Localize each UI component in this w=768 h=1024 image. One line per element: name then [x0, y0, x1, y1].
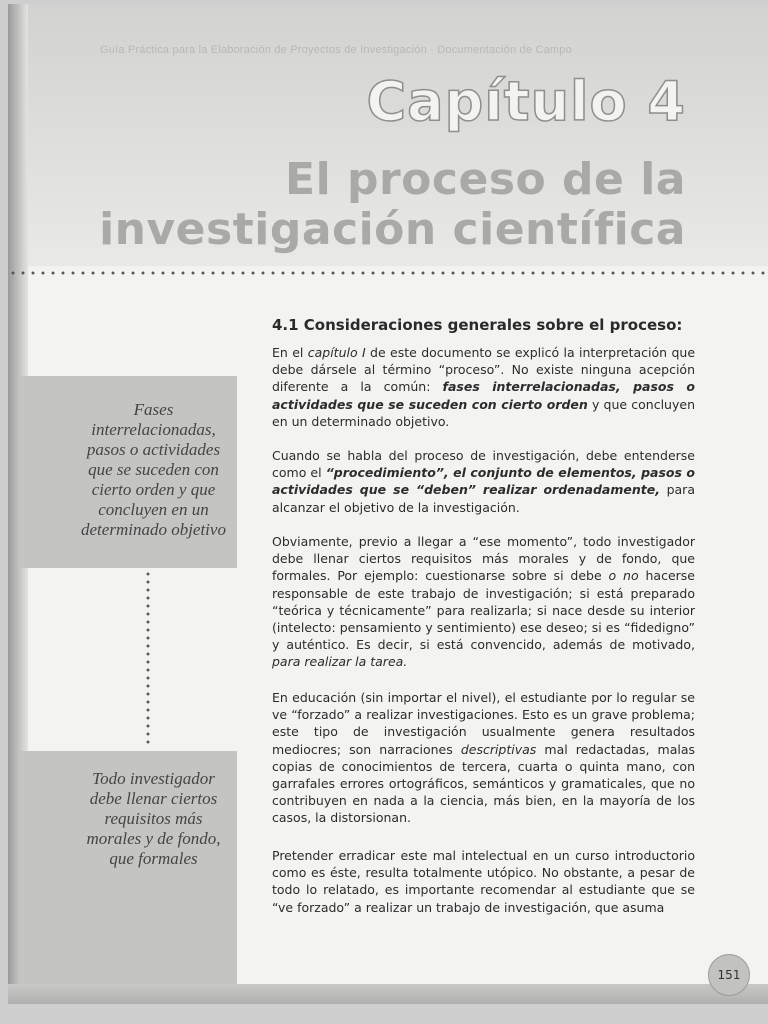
- text-run: mal redactadas, malas copias de conocimientos de tercera, cuarta o quinta mano, con garrafales errores ortográficos, semánticos y gramaticales, que no contribuyen en nada a la ciencia, más bien, en la mayoría de los casos, la distorsionan.: [272, 741, 696, 826]
- text-run-italic: descriptivas: [460, 741, 537, 757]
- pullquote-1: Fases interrelacionadas, pasos o actividades que se suceden con cierto orden y que concluyen en un determinado objetivo: [20, 376, 237, 568]
- running-head: Guía Práctica para la Elaboración de Proyectos de Investigación · Documentación de Campo: [100, 44, 572, 56]
- text-run: En el: [272, 345, 308, 360]
- paragraph-1: [272, 344, 695, 430]
- text-run: hacerse responsable de este trabajo de investigación; si está preparado “teórica y técnicamente” para realizarla; si nace desde su interior (intelecto: pensamiento y sentimiento) ese deseo; si es “fidedigno” y auténtico. Es decir, si está convencido, además de motivado,: [272, 568, 695, 653]
- text-run: Obviamente, previo a llegar a “ese momento”, todo investigador debe llenar ciertos requisitos más morales y de fondo, que formales. Por ejemplo: cuestionarse sobre si debe: [272, 534, 695, 584]
- pullquote-2: Todo investigador debe llenar ciertos requisitos más morales y de fondo, que formales: [20, 751, 237, 991]
- text-run-italic: o no: [608, 568, 639, 584]
- paragraph-5: [272, 847, 695, 916]
- text-run: para alcanzar el objetivo de la investigación.: [272, 482, 695, 515]
- chapter-title-line-1: El proceso de la: [285, 154, 686, 205]
- text-run: En educación (sin importar el nivel), el estudiante por lo regular se ve “forzado” a realizar investigaciones. Esto es un grave problema; este tipo de investigación usualmente genera resultados mediocres; son narraciones: [272, 690, 695, 757]
- paragraph-4: [272, 689, 695, 827]
- text-run: Pretender erradicar este mal intelectual en un curso introductorio como es éste, resulta totalmente utópico. No obstante, a pesar de todo lo relatado, es importante recomendar al estudiante que se “ve forzado” a realizar un trabajo de investigación, que asuma: [272, 848, 695, 915]
- footer-band: [8, 984, 768, 1004]
- text-run: y que concluyen en un determinado objetivo.: [272, 396, 695, 429]
- page-number: 151: [708, 954, 750, 996]
- text-run-bold-italic: fases interrelacionadas, pasos o actividades que se suceden con cierto orden: [272, 379, 695, 412]
- book-page: [8, 4, 768, 1004]
- text-run-italic: para realizar la tarea.: [272, 654, 408, 670]
- chapter-label: Capítulo 4: [366, 70, 686, 133]
- text-run: Cuando se habla del proceso de investigación, debe entenderse como el: [272, 448, 695, 481]
- paragraph-2: [272, 447, 695, 516]
- text-run: de este documento se explicó la interpretación que debe dársele al término “proceso”. No existe ninguna acepción diferente a la común:: [272, 345, 696, 395]
- text-run-bold-italic: “procedimiento”, el conjunto de elementos, pasos o actividades que se “deben” realizar ordenadamente,: [272, 465, 695, 498]
- section-heading: 4.1 Consideraciones generales sobre el proceso:: [272, 316, 683, 334]
- pullquote-dotted-connector: [145, 570, 151, 748]
- chapter-title-line-2: investigación científica: [99, 204, 686, 255]
- text-run-italic: capítulo I: [307, 345, 366, 360]
- paragraph-3: [272, 533, 695, 671]
- dotted-divider: [8, 270, 768, 276]
